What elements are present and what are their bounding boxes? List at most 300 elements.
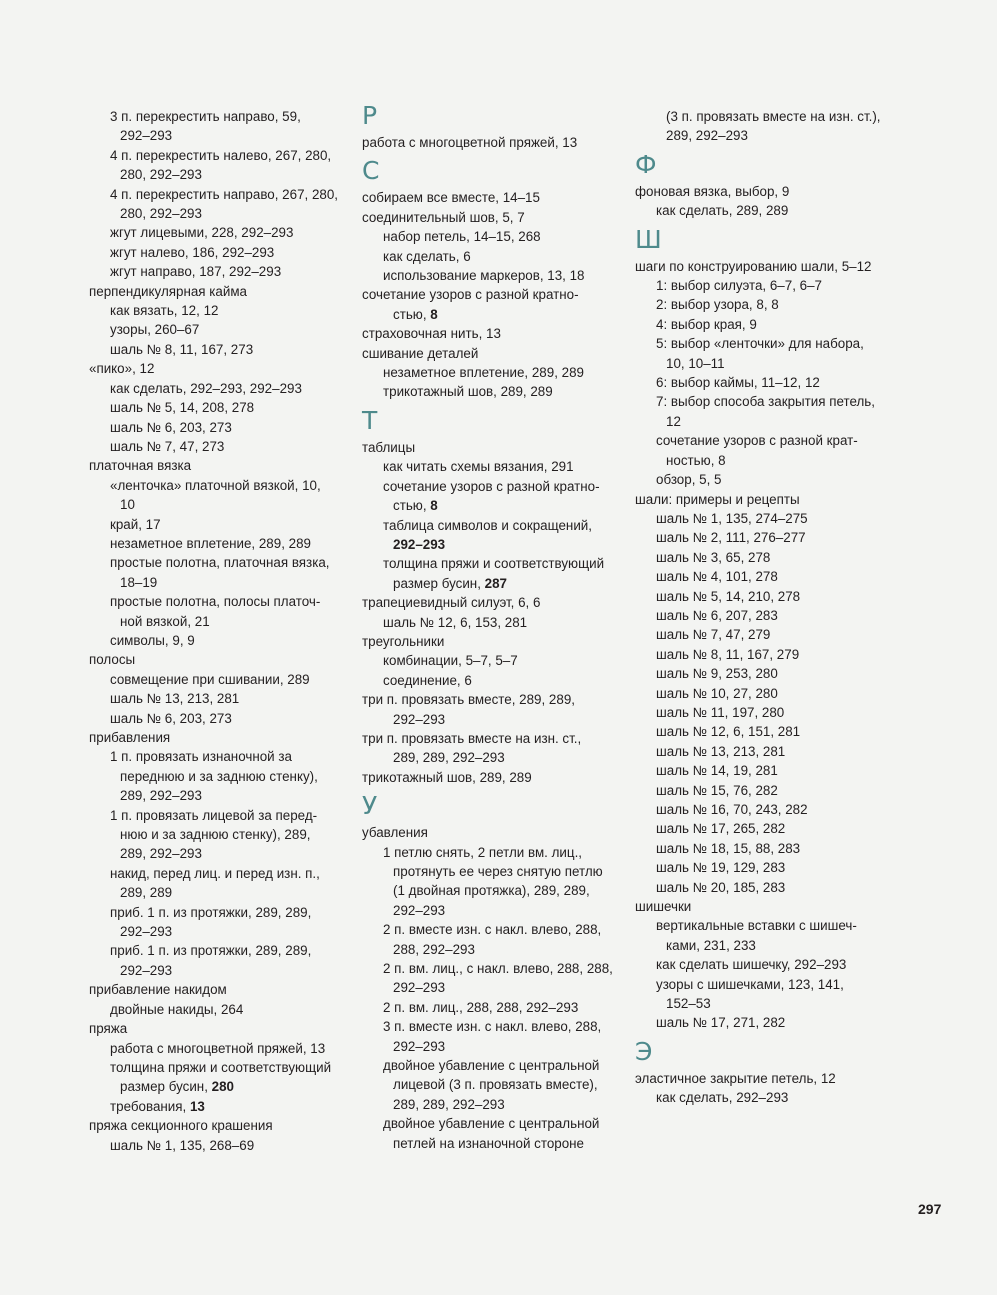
- index-entry: [89, 282, 351, 301]
- index-entry-text: как сделать, 289, 289: [656, 203, 789, 219]
- index-entry-text: (3 п. провязать вместе на изн. ст.),: [666, 109, 881, 124]
- index-entry-text: шаль № 12, 6, 153, 281: [383, 614, 528, 630]
- index-entry-text: простые полотна, полосы платоч-: [110, 594, 321, 610]
- index-entry-text: нюю и за заднюю стенку), 289,: [120, 827, 311, 843]
- index-letter-heading: Ф: [635, 149, 657, 179]
- index-page-ref-bold: 292–293: [393, 536, 446, 552]
- index-entry: [635, 490, 897, 509]
- index-entry-text: шаль № 13, 213, 281: [110, 691, 240, 707]
- index-subentry: [89, 1136, 351, 1155]
- index-subentry: [89, 340, 351, 359]
- index-entry-text: 152–53: [666, 996, 711, 1012]
- index-entry-text: ной вязкой, 21: [120, 613, 210, 629]
- index-subentry: [89, 262, 351, 281]
- index-entry-continuation: [635, 451, 897, 470]
- index-entry-text: жгут лицевыми, 228, 292–293: [110, 225, 294, 241]
- index-subentry: [635, 548, 897, 567]
- index-subentry: [635, 528, 897, 547]
- index-entry-text: шаль № 6, 207, 283: [656, 607, 778, 623]
- index-subentry: [635, 878, 897, 897]
- index-entry-text: 10, 10–11: [666, 355, 725, 371]
- index-subentry: [362, 920, 624, 939]
- index-entry-continuation: [635, 994, 897, 1013]
- index-entry-text: шаль № 1, 135, 274–275: [656, 510, 808, 526]
- index-entry-continuation: [362, 1134, 624, 1153]
- index-entry-text: приб. 1 п. из протяжки, 289, 289,: [110, 904, 312, 920]
- index-entry-text: 292–293: [120, 962, 173, 978]
- index-entry-text: 2 п. вм. лиц., с накл. влево, 288, 288,: [383, 961, 613, 977]
- index-entry-text: 289, 289, 292–293: [393, 1096, 505, 1112]
- index-entry-text: шаль № 13, 213, 281: [656, 743, 786, 759]
- index-subentry: [635, 606, 897, 625]
- index-letter-heading: У: [362, 791, 378, 821]
- index-subentry: [635, 722, 897, 741]
- index-entry-text: сочетание узоров с разной кратно-: [383, 478, 600, 494]
- index-entry-text: шаль № 10, 27, 280: [656, 685, 778, 701]
- index-entry-text: 289, 292–293: [120, 788, 202, 804]
- index-entry-text: 18–19: [120, 574, 158, 590]
- index-entry-text: шаль № 15, 76, 282: [656, 782, 778, 798]
- index-subentry: [362, 554, 624, 573]
- index-subentry: [635, 509, 897, 528]
- index-letter-heading: Т: [362, 405, 378, 435]
- index-entry-continuation: [89, 495, 351, 514]
- index-entry-text: шаль № 7, 47, 273: [110, 438, 225, 454]
- index-subentry: [89, 1039, 351, 1058]
- index-entry-text: протянуть ее через снятую петлю: [393, 864, 603, 879]
- index-subentry: [89, 941, 351, 960]
- index-entry-text: лицевой (3 п. провязать вместе),: [393, 1077, 598, 1093]
- index-subentry: [89, 146, 351, 165]
- index-entry-text: трапециевидный силуэт, 6, 6: [362, 595, 541, 611]
- index-entry-text: 12: [666, 413, 681, 429]
- index-entry-text: шаль № 6, 203, 273: [110, 419, 232, 435]
- index-entry: [635, 182, 897, 201]
- index-entry-text: 292–293: [393, 1038, 446, 1054]
- index-entry-text: шаль № 7, 47, 279: [656, 627, 771, 643]
- index-subentry: [635, 703, 897, 722]
- index-entry-text: символы, 9, 9: [110, 632, 195, 648]
- index-subentry: [89, 185, 351, 204]
- index-subentry: [89, 553, 351, 572]
- index-entry-text: 1 петлю снять, 2 петли вм. лиц.,: [383, 844, 583, 860]
- index-subentry: [362, 959, 624, 978]
- index-entry-continuation: [635, 354, 897, 373]
- index-entry-continuation: [362, 574, 624, 593]
- index-entry-text: незаметное вплетение, 289, 289: [110, 535, 311, 551]
- index-entry-continuation: [89, 825, 351, 844]
- index-entry: [635, 257, 897, 276]
- index-entry-text: «ленточка» платочной вязкой, 10,: [110, 477, 321, 493]
- index-entry-text: петлей на изнаночной стороне: [393, 1135, 585, 1151]
- index-entry-text: совмещение при сшивании, 289: [110, 671, 310, 687]
- index-entry-text: как сделать, 292–293, 292–293: [110, 380, 302, 396]
- index-entry-text: 1 п. провязать изнаночной за: [110, 749, 292, 765]
- index-entry-text: 3 п. перекрестить направо, 59,: [110, 109, 301, 124]
- index-subentry: [635, 1088, 897, 1107]
- index-entry-continuation: [89, 165, 351, 184]
- index-entry-text: жгут направо, 187, 292–293: [110, 264, 282, 280]
- index-entry: [362, 823, 624, 842]
- index-subentry: [89, 476, 351, 495]
- index-entry: [89, 359, 351, 378]
- index-entry-text: трикотажный шов, 289, 289: [383, 384, 553, 400]
- index-entry-text: «пико», 12: [89, 361, 155, 377]
- index-entry-text: (1 двойная протяжка), 289, 289,: [393, 883, 590, 899]
- index-entry-text: обзор, 5, 5: [656, 472, 722, 488]
- index-subentry: [89, 631, 351, 650]
- index-entry-text: толщина пряжи и соответствующий: [110, 1059, 332, 1075]
- index-subentry: [635, 761, 897, 780]
- index-entry-text: работа с многоцветной пряжей, 13: [110, 1040, 326, 1056]
- index-entry-text: размер бусин,: [393, 575, 485, 591]
- index-subentry: [362, 651, 624, 670]
- index-entry-text: край, 17: [110, 516, 161, 532]
- index-entry-text: шишечки: [635, 899, 692, 915]
- index-subentry: [89, 320, 351, 339]
- index-subentry: [362, 843, 624, 862]
- index-entry: [89, 1019, 351, 1038]
- index-entry-text: таблица символов и сокращений,: [383, 517, 593, 533]
- index-entry-text: незаметное вплетение, 289, 289: [383, 365, 584, 381]
- index-entry: [362, 208, 624, 227]
- index-entry-continuation: [362, 535, 624, 554]
- index-entry-text: 2 п. вм. лиц., 288, 288, 292–293: [383, 999, 579, 1015]
- index-subentry: [362, 363, 624, 382]
- index-subentry: [89, 534, 351, 553]
- index-subentry: [362, 1114, 624, 1133]
- index-subentry: [362, 1056, 624, 1075]
- index-page-ref-bold: 8: [430, 306, 438, 322]
- index-entry-text: шаль № 16, 70, 243, 282: [656, 802, 808, 817]
- index-entry: [362, 632, 624, 651]
- index-subentry: [362, 477, 624, 496]
- index-entry-text: платочная вязка: [89, 458, 192, 474]
- index-entry-text: 280, 292–293: [120, 206, 202, 222]
- index-subentry: [89, 107, 351, 126]
- index-subentry: [635, 800, 897, 819]
- index-letter-heading: С: [362, 156, 380, 186]
- index-entry-text: комбинации, 5–7, 5–7: [383, 653, 518, 669]
- index-entry-text: 1 п. провязать лицевой за перед-: [110, 807, 318, 823]
- index-subentry: [635, 664, 897, 683]
- index-subentry: [635, 781, 897, 800]
- index-entry-text: шаль № 18, 15, 88, 283: [656, 840, 801, 856]
- index-entry-continuation: [635, 412, 897, 431]
- index-subentry: [635, 1013, 897, 1032]
- index-entry-text: фоновая вязка, выбор, 9: [635, 183, 790, 199]
- index-subentry: [362, 247, 624, 266]
- index-entry: [89, 980, 351, 999]
- index-entry-text: собираем все вместе, 14–15: [362, 190, 540, 206]
- index-entry-text: шаль № 5, 14, 210, 278: [656, 588, 801, 604]
- index-subentry: [635, 587, 897, 606]
- index-subentry: [89, 903, 351, 922]
- index-entry-text: три п. провязать вместе на изн. ст.,: [362, 730, 582, 746]
- index-subentry: [89, 864, 351, 883]
- index-entry-text: шаль № 11, 197, 280: [656, 704, 785, 720]
- index-subentry: [89, 243, 351, 262]
- index-entry-continuation: [89, 786, 351, 805]
- index-subentry: [635, 373, 897, 392]
- index-entry-text: набор петель, 14–15, 268: [383, 229, 541, 245]
- index-subentry: [89, 379, 351, 398]
- index-subentry: [635, 276, 897, 295]
- index-letter-heading: Р: [362, 101, 378, 130]
- index-entry: [362, 438, 624, 457]
- index-entry-text: 292–293: [393, 711, 446, 727]
- index-entry-continuation: [362, 1075, 624, 1094]
- index-entry-continuation: [89, 844, 351, 863]
- index-page-ref-bold: 8: [430, 498, 438, 514]
- index-entry-text: соединение, 6: [383, 672, 472, 688]
- index-subentry: [635, 470, 897, 489]
- index-entry-text: сшивание деталей: [362, 345, 479, 361]
- index-subentry: [89, 689, 351, 708]
- index-entry-text: полосы: [89, 652, 136, 668]
- index-entry-text: работа с многоцветной пряжей, 13: [362, 135, 578, 150]
- index-entry: [362, 768, 624, 787]
- index-entry-text: требования,: [110, 1098, 190, 1114]
- index-entry-continuation: [89, 612, 351, 631]
- index-entry-text: 2: выбор узора, 8, 8: [656, 297, 779, 313]
- index-subentry: [635, 916, 897, 935]
- page-number: 297: [918, 1201, 942, 1217]
- index-entry-text: 292–293: [120, 924, 173, 940]
- index-entry-continuation: [635, 107, 897, 126]
- index-entry-text: 292–293: [120, 128, 173, 144]
- index-entry-text: толщина пряжи и соответствующий: [383, 556, 605, 572]
- index-entry-continuation: [89, 767, 351, 786]
- index-entry-text: шаль № 6, 203, 273: [110, 710, 232, 726]
- index-subentry: [89, 709, 351, 728]
- index-entry: [635, 1069, 897, 1088]
- index-entry-text: шаль № 17, 271, 282: [656, 1015, 786, 1031]
- index-subentry: [635, 201, 897, 220]
- index-entry: [362, 729, 624, 748]
- index-subentry: [89, 515, 351, 534]
- index-entry-text: 4 п. перекрестить налево, 267, 280,: [110, 147, 332, 163]
- index-subentry: [89, 301, 351, 320]
- index-page-ref-bold: 13: [189, 1098, 205, 1114]
- index-entry-continuation: [89, 204, 351, 223]
- index-subentry: [89, 223, 351, 242]
- index-entry-text: трикотажный шов, 289, 289: [362, 769, 532, 785]
- index-entry-text: три п. провязать вместе, 289, 289,: [362, 692, 575, 708]
- index-entry-text: прибавления: [89, 730, 171, 745]
- index-entry-text: 289, 292–293: [120, 846, 202, 862]
- index-subentry: [635, 625, 897, 644]
- index-subentry: [635, 392, 897, 411]
- index-entry-continuation: [362, 305, 624, 324]
- index-entry-text: 289, 289, 292–293: [393, 750, 505, 766]
- index-entry-text: 289, 292–293: [666, 128, 748, 144]
- index-subentry: [89, 1000, 351, 1019]
- index-subentry: [635, 567, 897, 586]
- index-entry-text: убавления: [362, 825, 428, 841]
- index-subentry: [635, 431, 897, 450]
- index-entry-text: 7: выбор способа закрытия петель,: [656, 394, 875, 410]
- index-subentry: [635, 645, 897, 664]
- index-subentry: [635, 315, 897, 334]
- index-subentry: [635, 334, 897, 353]
- index-entry-text: 288, 292–293: [393, 941, 475, 957]
- index-entry-continuation: [635, 126, 897, 145]
- index-entry-text: шаль № 8, 11, 167, 273: [110, 341, 254, 357]
- index-entry-text: 292–293: [393, 902, 446, 918]
- index-entry-text: шаль № 5, 14, 208, 278: [110, 400, 255, 416]
- index-subentry: [89, 806, 351, 825]
- index-column-2: [362, 101, 624, 1153]
- index-column-3: [635, 107, 897, 1108]
- index-subentry: [635, 295, 897, 314]
- index-entry-text: шаль № 4, 101, 278: [656, 569, 778, 585]
- index-entry-continuation: [362, 862, 624, 881]
- index-entry-text: 280, 292–293: [120, 167, 202, 183]
- index-entry-continuation: [635, 936, 897, 955]
- index-subentry: [89, 398, 351, 417]
- index-entry-text: двойное убавление с центральной: [383, 1116, 600, 1132]
- index-entry-text: 10: [120, 497, 135, 513]
- index-entry: [362, 690, 624, 709]
- index-entry-continuation: [362, 940, 624, 959]
- index-entry-continuation: [89, 883, 351, 902]
- index-entry-text: эластичное закрытие петель, 12: [635, 1070, 836, 1086]
- index-subentry: [89, 670, 351, 689]
- index-entry-text: 3 п. вместе изн. с накл. влево, 288,: [383, 1019, 602, 1035]
- index-subentry: [89, 592, 351, 611]
- index-entry-continuation: [89, 961, 351, 980]
- index-subentry: [635, 955, 897, 974]
- index-page-ref-bold: 280: [211, 1079, 234, 1095]
- index-entry-continuation: [362, 710, 624, 729]
- index-entry-text: переднюю и за заднюю стенку),: [120, 768, 318, 784]
- index-entry-text: приб. 1 п. из протяжки, 289, 289,: [110, 943, 312, 959]
- index-entry: [89, 456, 351, 475]
- index-entry-text: вертикальные вставки с шишеч-: [656, 918, 857, 934]
- index-entry-continuation: [362, 496, 624, 515]
- index-entry: [362, 593, 624, 612]
- index-entry-continuation: [362, 901, 624, 920]
- index-entry-continuation: [362, 881, 624, 900]
- index-entry-text: 292–293: [393, 980, 446, 996]
- index-entry-continuation: [362, 1095, 624, 1114]
- index-entry-text: шаль № 14, 19, 281: [656, 763, 778, 779]
- index-entry-text: как сделать, 6: [383, 248, 471, 264]
- index-entry-text: шаль № 1, 135, 268–69: [110, 1137, 255, 1153]
- index-subentry: [89, 437, 351, 456]
- index-entry-text: как сделать, 292–293: [656, 1090, 789, 1106]
- index-subentry: [635, 975, 897, 994]
- index-entry-text: 1: выбор силуэта, 6–7, 6–7: [656, 278, 822, 294]
- index-entry-text: 6: выбор каймы, 11–12, 12: [656, 375, 820, 391]
- index-entry-text: как читать схемы вязания, 291: [383, 459, 574, 475]
- index-entry-text: как вязать, 12, 12: [110, 303, 219, 319]
- index-entry-text: как сделать шишечку, 292–293: [656, 957, 847, 973]
- index-entry-text: сочетание узоров с разной кратно-: [362, 287, 579, 303]
- index-subentry: [89, 1058, 351, 1077]
- index-entry-text: жгут налево, 186, 292–293: [110, 244, 275, 260]
- index-entry: [362, 133, 624, 152]
- index-subentry: [362, 457, 624, 476]
- index-entry-text: страховочная нить, 13: [362, 326, 501, 342]
- index-subentry: [635, 819, 897, 838]
- index-entry: [362, 344, 624, 363]
- index-entry-text: сочетание узоров с разной крат-: [656, 433, 858, 449]
- index-entry-continuation: [362, 748, 624, 767]
- index-subentry: [362, 998, 624, 1017]
- index-subentry: [362, 613, 624, 632]
- index-entry-text: шаль № 17, 265, 282: [656, 821, 786, 837]
- index-entry-text: шаль № 19, 129, 283: [656, 860, 786, 876]
- index-entry-text: треугольники: [362, 633, 445, 649]
- index-entry-text: использование маркеров, 13, 18: [383, 268, 585, 284]
- index-entry-text: 5: выбор «ленточки» для набора,: [656, 336, 864, 352]
- index-entry: [89, 650, 351, 669]
- index-entry-text: узоры с шишечками, 123, 141,: [656, 976, 844, 992]
- index-entry-text: 289, 289: [120, 885, 173, 901]
- index-entry-continuation: [89, 1077, 351, 1096]
- index-entry-text: 2 п. вместе изн. с накл. влево, 288,: [383, 922, 602, 938]
- index-entry: [362, 188, 624, 207]
- index-entry-text: узоры, 260–67: [110, 322, 200, 338]
- index-subentry: [635, 858, 897, 877]
- index-entry-text: шаль № 2, 111, 276–277: [656, 530, 806, 546]
- index-entry: [89, 1116, 351, 1135]
- index-entry-text: таблицы: [362, 439, 416, 455]
- index-entry-text: шаль № 20, 185, 283: [656, 879, 786, 895]
- index-entry-text: прибавление накидом: [89, 982, 227, 998]
- index-entry-text: пряжа секционного крашения: [89, 1118, 273, 1134]
- index-entry-text: шали: примеры и рецепты: [635, 491, 800, 507]
- index-entry-text: шаги по конструированию шали, 5–12: [635, 258, 872, 274]
- index-letter-heading: Э: [635, 1036, 653, 1066]
- index-entry-continuation: [362, 978, 624, 997]
- index-entry-continuation: [89, 573, 351, 592]
- index-entry-text: ками, 231, 233: [666, 937, 756, 953]
- index-entry-continuation: [362, 1037, 624, 1056]
- index-subentry: [635, 839, 897, 858]
- index-entry: [635, 897, 897, 916]
- index-entry-text: 4 п. перекрестить направо, 267, 280,: [110, 186, 339, 202]
- index-letter-heading: Ш: [635, 224, 662, 254]
- index-entry-continuation: [89, 922, 351, 941]
- index-entry-text: двойные накиды, 264: [110, 1001, 244, 1017]
- index-subentry: [635, 742, 897, 761]
- index-entry-text: шаль № 3, 65, 278: [656, 549, 771, 565]
- index-subentry: [635, 684, 897, 703]
- index-subentry: [362, 227, 624, 246]
- index-subentry: [362, 516, 624, 535]
- index-subentry: [362, 1017, 624, 1036]
- index-entry-text: простые полотна, платочная вязка,: [110, 555, 330, 571]
- index-entry-text: стью,: [393, 498, 431, 514]
- index-page-ref-bold: 287: [484, 575, 507, 591]
- index-entry-text: накид, перед лиц. и перед изн. п.,: [110, 865, 320, 881]
- index-entry-text: ностью, 8: [666, 452, 726, 468]
- index-entry-text: стью,: [393, 306, 431, 322]
- index-subentry: [362, 266, 624, 285]
- index-subentry: [89, 747, 351, 766]
- index-entry-text: шаль № 9, 253, 280: [656, 666, 778, 682]
- index-entry: [362, 324, 624, 343]
- index-entry: [89, 728, 351, 747]
- index-subentry: [89, 1097, 351, 1116]
- index-entry-text: шаль № 8, 11, 167, 279: [656, 646, 800, 662]
- index-column-1: [89, 107, 351, 1155]
- index-subentry: [362, 382, 624, 401]
- index-entry-text: шаль № 12, 6, 151, 281: [656, 724, 801, 740]
